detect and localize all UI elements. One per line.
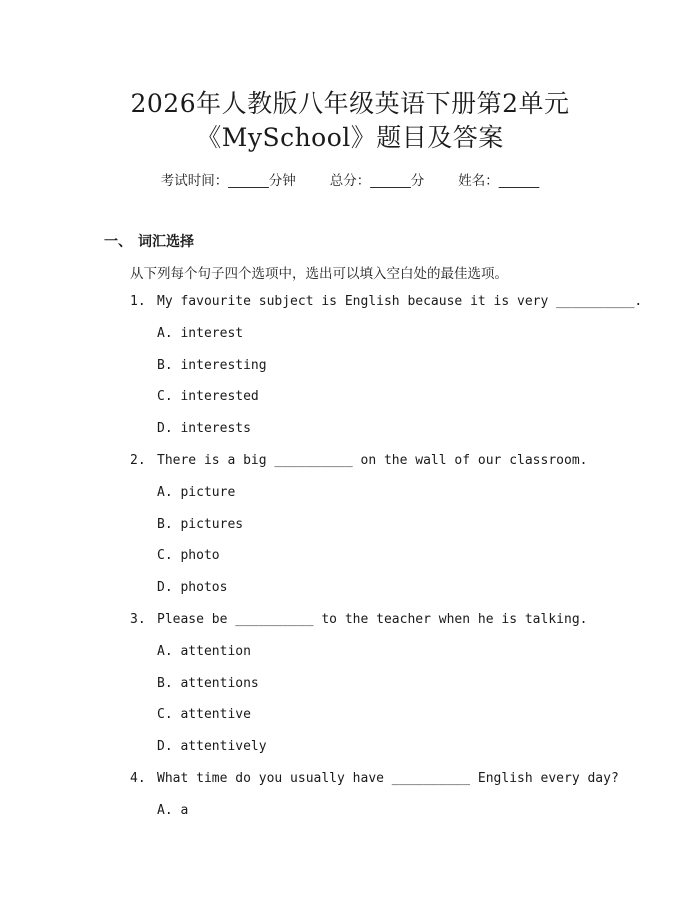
answer-option: C. photo <box>157 548 220 564</box>
answer-option: C. attentive <box>157 707 251 723</box>
question-number: 1. <box>130 294 146 309</box>
question-text: Please be __________ to the teacher when he is talking. <box>157 612 588 627</box>
answer-option: B. interesting <box>157 357 267 373</box>
exam-time: 考试时间：______分钟 <box>160 173 296 189</box>
question-text: There is a big __________ on the wall of our classroom. <box>157 453 588 468</box>
answer-option: A. attention <box>157 643 251 659</box>
answer-option: A. interest <box>157 325 244 341</box>
instruction-text: 从下列每个句子四个选项中，选出可以填入空白处的最佳选项。 <box>130 266 508 282</box>
question-text: What time do you usually have __________ English every day? <box>157 771 619 786</box>
answer-option: D. interests <box>157 421 251 437</box>
answer-option: B. attentions <box>157 675 259 691</box>
exam-name: 姓名：______ <box>458 173 540 189</box>
section-number: 一、 <box>104 234 132 250</box>
title-line-2: 《MySchool》题目及答案 <box>196 123 504 152</box>
title-line-1: 2026年人教版八年级英语下册第2单元 <box>130 89 570 118</box>
answer-option: D. photos <box>157 580 228 596</box>
answer-option: A. picture <box>157 484 236 500</box>
answer-option: B. pictures <box>157 516 244 532</box>
answer-option: D. attentively <box>157 739 267 755</box>
section-title: 词汇选择 <box>138 234 194 250</box>
question-number: 2. <box>130 453 146 468</box>
answer-option: C. interested <box>157 389 259 405</box>
question-number: 4. <box>130 771 146 786</box>
question-text: My favourite subject is English because it is very __________. <box>157 294 643 309</box>
answer-option: A. a <box>157 802 189 818</box>
question-number: 3. <box>130 612 146 627</box>
exam-score: 总分：______分 <box>329 173 425 189</box>
